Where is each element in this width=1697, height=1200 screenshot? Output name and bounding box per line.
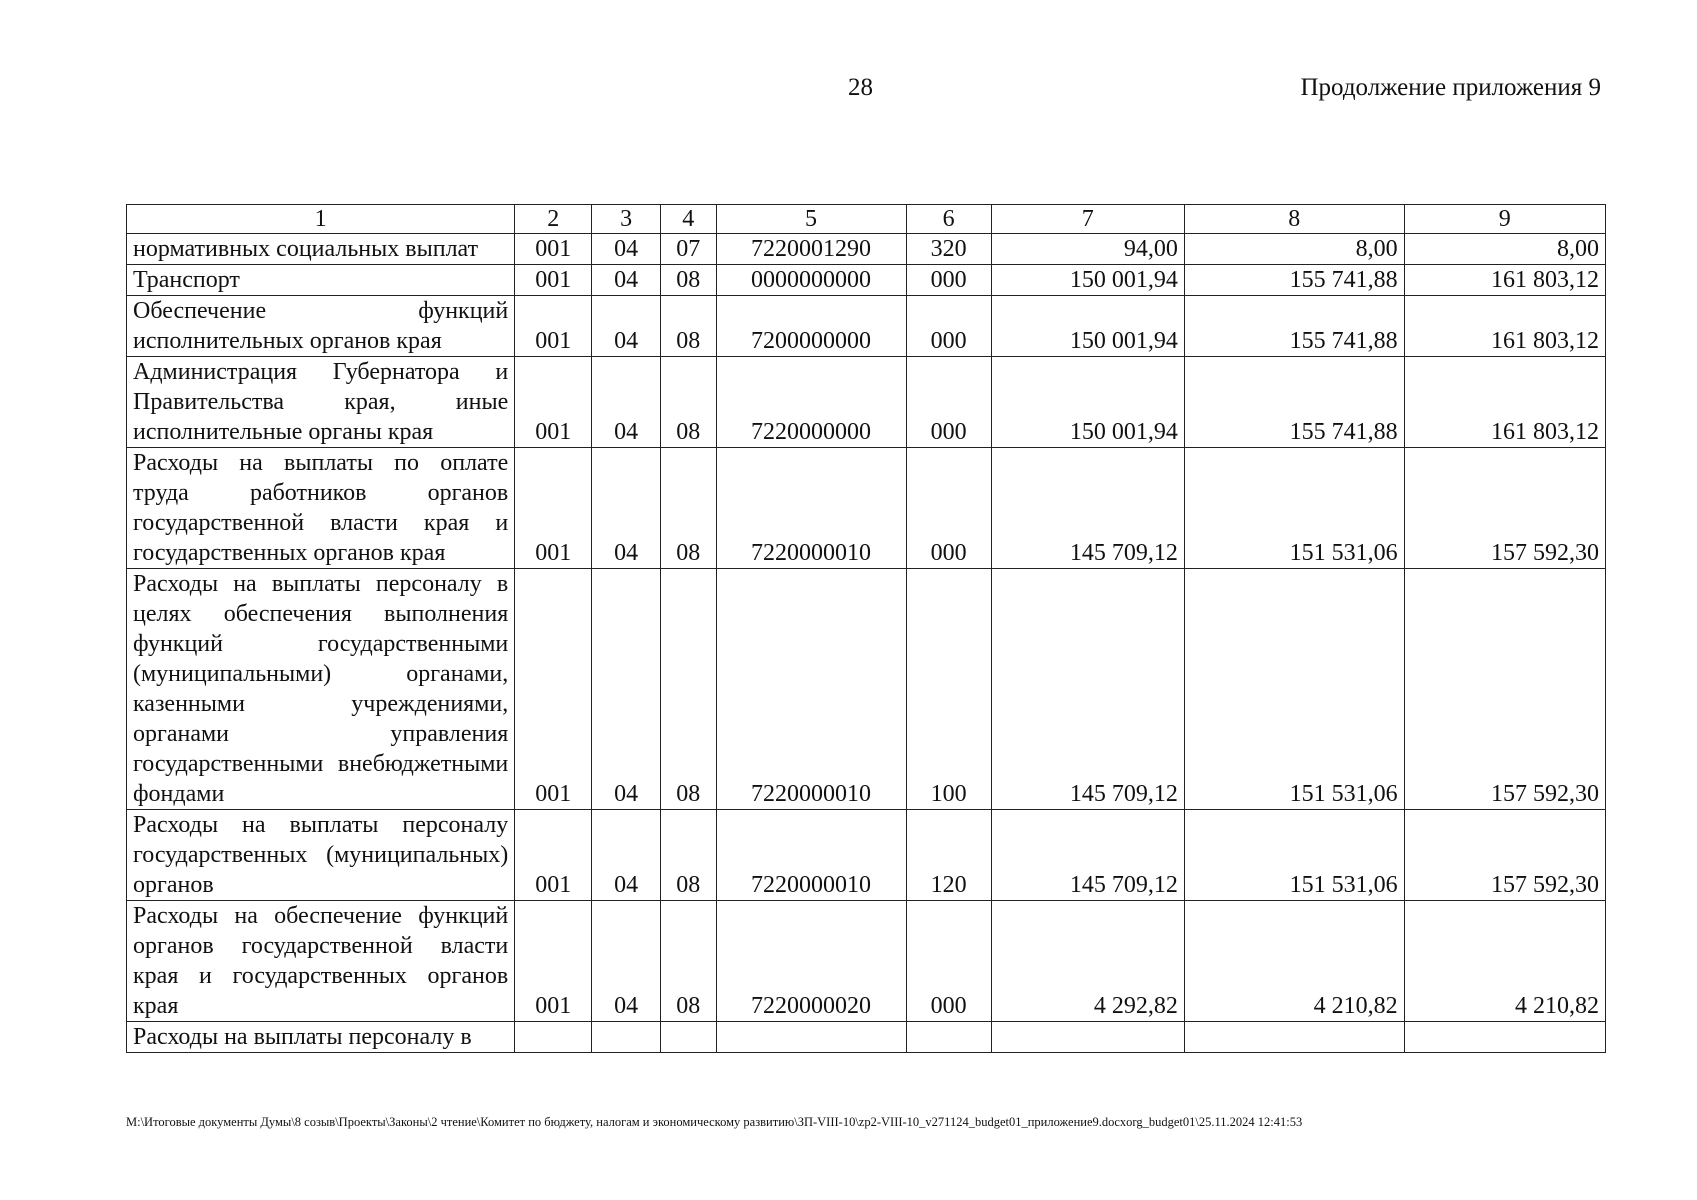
cell-col2: 001 [515,234,592,265]
cell-col9: 4 210,82 [1404,901,1605,1022]
row-name: нормативных социальных выплат [127,234,515,265]
cell-col5: 7220000010 [716,810,906,901]
table-row [127,265,1606,296]
cell-col6: 000 [906,901,991,1022]
cell-col9: 8,00 [1404,234,1605,265]
table-row [127,1022,1606,1053]
cell-col7: 94,00 [991,234,1184,265]
cell-col2: 001 [515,448,592,569]
cell-col7: 145 709,12 [991,448,1184,569]
column-header: 6 [906,205,991,234]
cell-col8: 155 741,88 [1184,265,1404,296]
row-name: Расходы на выплаты персоналу в [127,1022,515,1053]
column-header: 1 [127,205,515,234]
cell-col9: 157 592,30 [1404,569,1605,810]
row-name: Расходы на выплаты персоналу государственных (муниципальных) органов [127,810,515,901]
cell-col3: 04 [592,296,661,357]
cell-col6: 000 [906,296,991,357]
cell-col3: 04 [592,448,661,569]
cell-col6: 000 [906,448,991,569]
cell-col8: 151 531,06 [1184,569,1404,810]
cell-col6: 100 [906,569,991,810]
cell-col9: 161 803,12 [1404,296,1605,357]
cell-col5: 7220000010 [716,569,906,810]
cell-col3: 04 [592,234,661,265]
cell-col8: 155 741,88 [1184,357,1404,448]
row-name: Обеспечение функций исполнительных органов края [127,296,515,357]
cell-col9: 161 803,12 [1404,265,1605,296]
row-name: Расходы на обеспечение функций органов государственной власти края и государственных органов края [127,901,515,1022]
column-header: 4 [661,205,716,234]
table-row [127,296,1606,357]
cell-col7 [991,1022,1184,1053]
cell-col4: 08 [661,296,716,357]
cell-col5 [716,1022,906,1053]
cell-col7: 150 001,94 [991,357,1184,448]
table-row [127,569,1606,810]
cell-col8: 155 741,88 [1184,296,1404,357]
document-path-footer: M:\Итоговые документы Думы\8 созыв\Проекты\Законы\2 чтение\Комитет по бюджету, налогам и экономическому развитию\ЗП-VIII-10\zp2-VIII-10_v271124_budget01_приложение9.docxorg_budget01\25.11.2024 12:41:53 [126,1115,1303,1129]
cell-col9: 157 592,30 [1404,810,1605,901]
cell-col3: 04 [592,569,661,810]
cell-col4: 08 [661,265,716,296]
column-header: 9 [1404,205,1605,234]
cell-col5: 7200000000 [716,296,906,357]
cell-col6 [906,1022,991,1053]
cell-col5: 7220001290 [716,234,906,265]
cell-col7: 150 001,94 [991,296,1184,357]
cell-col7: 145 709,12 [991,810,1184,901]
cell-col9: 157 592,30 [1404,448,1605,569]
cell-col8: 151 531,06 [1184,448,1404,569]
appendix-continuation-title: Продолжение приложения 9 [1300,74,1601,101]
cell-col8 [1184,1022,1404,1053]
column-header: 2 [515,205,592,234]
cell-col5: 7220000010 [716,448,906,569]
cell-col4 [661,1022,716,1053]
cell-col6: 000 [906,265,991,296]
table-header-row [127,205,1606,234]
cell-col2: 001 [515,569,592,810]
row-name: Администрация Губернатора и Правительства края, иные исполнительные органы края [127,357,515,448]
cell-col4: 08 [661,901,716,1022]
cell-col8: 4 210,82 [1184,901,1404,1022]
cell-col4: 07 [661,234,716,265]
table-row [127,234,1606,265]
cell-col9 [1404,1022,1605,1053]
cell-col6: 320 [906,234,991,265]
cell-col8: 8,00 [1184,234,1404,265]
column-header: 3 [592,205,661,234]
cell-col5: 0000000000 [716,265,906,296]
cell-col2 [515,1022,592,1053]
cell-col2: 001 [515,265,592,296]
cell-col7: 145 709,12 [991,569,1184,810]
cell-col6: 000 [906,357,991,448]
cell-col7: 4 292,82 [991,901,1184,1022]
cell-col4: 08 [661,448,716,569]
cell-col2: 001 [515,901,592,1022]
cell-col2: 001 [515,357,592,448]
table-row [127,357,1606,448]
cell-col3: 04 [592,265,661,296]
cell-col3: 04 [592,357,661,448]
cell-col2: 001 [515,810,592,901]
cell-col3 [592,1022,661,1053]
row-name: Расходы на выплаты по оплате труда работников органов государственной власти края и государственных органов края [127,448,515,569]
cell-col2: 001 [515,296,592,357]
cell-col4: 08 [661,569,716,810]
column-header: 7 [991,205,1184,234]
cell-col3: 04 [592,810,661,901]
cell-col5: 7220000020 [716,901,906,1022]
budget-table [126,204,1606,1053]
row-name: Расходы на выплаты персоналу в целях обеспечения выполнения функций государственными (муниципальными) органами, казенными учреждениями, органами управления государственными внебюджетными фондами [127,569,515,810]
table-row [127,901,1606,1022]
table-row [127,448,1606,569]
cell-col6: 120 [906,810,991,901]
row-name: Транспорт [127,265,515,296]
cell-col5: 7220000000 [716,357,906,448]
column-header: 8 [1184,205,1404,234]
cell-col7: 150 001,94 [991,265,1184,296]
cell-col4: 08 [661,810,716,901]
cell-col3: 04 [592,901,661,1022]
column-header: 5 [716,205,906,234]
cell-col4: 08 [661,357,716,448]
page-number: 28 [848,74,873,101]
cell-col9: 161 803,12 [1404,357,1605,448]
table-row [127,810,1606,901]
cell-col8: 151 531,06 [1184,810,1404,901]
